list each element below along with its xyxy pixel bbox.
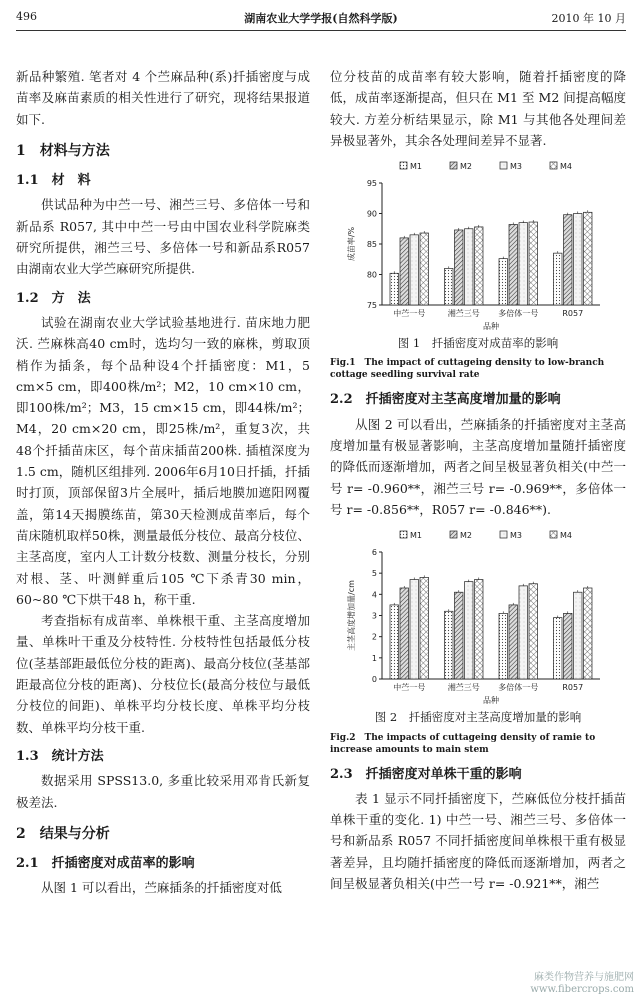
section-1-2-heading: 1.2 方 法: [16, 290, 91, 306]
bar-m1-2: [499, 259, 508, 305]
y-tick-label: 4: [371, 590, 377, 600]
results-paragraph: 从图 1 可以看出，苎麻插条的扦插密度对低: [41, 880, 282, 896]
intro-paragraph: 新品种繁殖. 笔者对 4 个苎麻品种(系)扦插密度与成苗率及麻苗素质的相关性进行了研究，现将结果报道如下.: [16, 69, 310, 127]
y-tick-label: 1: [371, 654, 377, 664]
stem-height-paragraph: 从图 2 可以看出，苎麻插条的扦插密度对主茎高度增加量有极显著影响，主茎高度增加量随扦插密度的降低而逐渐增加，两者之间呈极显著负相关(中苎一号 r= -0.960**，湘苎三号 r= -0.969**，多倍体一号 r= -0.856**，R057 r= -0.846**).: [330, 416, 626, 517]
x-tick-label: 湘苎三号: [447, 309, 480, 319]
legend-swatch-m4: [550, 531, 557, 538]
indicators-paragraph: 考查指标有成苗率、单株根干重、主茎高度增加量、单株叶干重及分枝特性. 分枝特性包括最低分枝位(茎基部距最低位分枝的距离)、最高分枝位(茎基部距最高位分枝的距离)、分枝位长(最高分枝位与最低分枝位的间距)、单株平均分枝长度、单株平均分枝数、单株平均分枝干重.: [16, 613, 310, 735]
x-tick-label: R057: [562, 683, 584, 693]
section-2-3-heading: 2.3 扦插密度对单株干重的影响: [330, 766, 522, 782]
bar-m2-0: [400, 588, 409, 679]
legend-swatch-m2: [450, 162, 457, 169]
y-tick-label: 75: [366, 301, 377, 311]
bar-m2-2: [509, 225, 518, 306]
y-tick-label: 5: [371, 569, 377, 579]
legend-swatch-m1: [400, 531, 407, 538]
x-tick-label: 多倍体一号: [498, 683, 539, 693]
bar-m1-1: [445, 269, 454, 306]
c2-svg: [330, 524, 610, 709]
x-tick-label: 湘苎三号: [447, 683, 480, 693]
legend-label-m1: M1: [410, 531, 422, 541]
legend-label-m2: M2: [460, 162, 472, 172]
bar-m1-3: [554, 253, 563, 305]
methods-paragraph: 试验在湖南农业大学试验基地进行. 苗床地力肥沃. 苎麻株高40 cm时，选均匀一致的麻株，剪取顶梢作为插条，每个品种设4个扦插密度：M1，5 cm×5 cm，即400株/m²；M2，10 cm×10 cm，即100株/m²；M3，15 cm×15 cm，即44株/m²；M4，20 cm×20 cm，即25株/m²，重复3次，共48个扦插苗床区，每个苗床插苗200株. 插植深度为1.5 cm，随机区组排列. 2006年6月10日扦插，扦插时打顶，顶部保留3片全展叶，插后地膜加遮阳网覆盖，第14天揭膜练苗，第30天检测成苗率后，每个苗床随机取样50株，测量最低分枝位、最高分枝位、主茎高度，室内人工计数分枝数、测量分枝长，分别对根、茎、叶测鲜重后105 ℃下杀青30 min，60~80 ℃下烘干48 h，称干重.: [16, 314, 310, 607]
bar-m3-3: [574, 592, 583, 679]
bar-m2-3: [564, 215, 573, 305]
bar-m3-1: [465, 582, 474, 679]
figure-1-chart: [330, 155, 626, 335]
x-axis-label: 品种: [483, 696, 499, 706]
right-column: [330, 66, 626, 894]
bar-m1-0: [390, 605, 399, 679]
section-2-1-heading: 2.1 扦插密度对成苗率的影响: [16, 856, 195, 872]
legend-label-m3: M3: [510, 531, 522, 541]
bar-m3-0: [410, 580, 419, 679]
y-axis-label: 主茎高度增加量/cm: [347, 580, 356, 652]
y-tick-label: 95: [366, 179, 377, 189]
figure-2-chart: [330, 524, 626, 709]
bar-m4-1: [475, 580, 484, 679]
legend-label-m4: M4: [560, 531, 572, 541]
bar-m1-0: [390, 273, 399, 305]
watermark-line-1: 麻类作物营养与施肥网: [534, 972, 634, 983]
bar-m4-3: [584, 212, 593, 305]
y-tick-label: 85: [366, 240, 377, 250]
legend-label-m4: M4: [560, 162, 572, 172]
bar-m3-3: [574, 214, 583, 306]
legend-label-m2: M2: [460, 531, 472, 541]
bar-m2-3: [564, 614, 573, 680]
bar-m2-2: [509, 605, 518, 679]
bar-m4-2: [529, 222, 538, 305]
bar-m4-0: [420, 233, 429, 305]
bar-m3-2: [519, 586, 528, 679]
statistics-paragraph: 数据采用 SPSS13.0, 多重比较采用邓肯氏新复极差法.: [16, 773, 310, 810]
y-tick-label: 90: [366, 209, 377, 219]
legend-label-m3: M3: [510, 162, 522, 172]
figure-2-caption: 图 2 扦插密度对主茎高度增加量的影响: [374, 710, 582, 725]
bar-m1-3: [554, 618, 563, 679]
legend-swatch-m3: [500, 531, 507, 538]
x-tick-label: 中苎一号: [393, 683, 426, 693]
y-tick-label: 6: [371, 548, 377, 558]
bar-m2-0: [400, 238, 409, 305]
watermark: [530, 972, 634, 996]
x-tick-label: 中苎一号: [393, 309, 426, 319]
bar-m3-2: [519, 223, 528, 305]
survival-paragraph: 位分枝苗的成苗率有较大影响，随着扦插密度的降低，成苗率逐渐提高，但只在 M1 至 M2 间提高幅度较大. 方差分析结果显示，除 M1 与其他各处理间差异极显著外，其余各处理间差异不显著.: [330, 69, 626, 148]
bar-m2-1: [455, 230, 464, 305]
legend-swatch-m1: [400, 162, 407, 169]
section-1-1-heading: 1.1 材 料: [16, 173, 91, 189]
issue-date: 2010 年 10 月: [551, 12, 626, 25]
figure-2-english-caption: Fig.2 The impacts of cuttageing density of ramie to increase amounts to main stem: [330, 732, 596, 755]
bar-m4-2: [529, 584, 538, 679]
legend-label-m1: M1: [410, 162, 422, 172]
figure-1-english-caption: Fig.1 The impact of cuttageing density to low-branch cottage seedling survival rate: [330, 358, 605, 381]
bar-m4-0: [420, 578, 429, 680]
journal-title: 湖南农业大学学报(自然科学版): [244, 12, 398, 25]
y-tick-label: 0: [371, 675, 377, 685]
legend-swatch-m4: [550, 162, 557, 169]
y-tick-label: 80: [366, 270, 377, 280]
legend-swatch-m3: [500, 162, 507, 169]
bar-m4-1: [475, 227, 484, 305]
y-tick-label: 2: [371, 632, 377, 642]
bar-m4-3: [584, 588, 593, 679]
bar-m1-2: [499, 614, 508, 680]
c1-svg: [330, 155, 610, 335]
section-1-3-heading: 1.3 统计方法: [16, 748, 104, 764]
x-tick-label: R057: [562, 309, 584, 319]
bar-m3-0: [410, 235, 419, 305]
bar-m2-1: [455, 592, 464, 679]
section-1-heading: 1 材料与方法: [16, 142, 110, 159]
figure-1-caption: 图 1 扦插密度对成苗率的影响: [397, 336, 559, 351]
page-header: [16, 6, 626, 30]
watermark-line-2: www.fibercrops.com: [530, 984, 634, 995]
x-tick-label: 多倍体一号: [498, 309, 539, 319]
x-axis-label: 品种: [483, 322, 499, 332]
page-number: 496: [16, 10, 37, 23]
section-2-2-heading: 2.2 扦插密度对主茎高度增加量的影响: [330, 392, 561, 408]
header-rule: [16, 30, 626, 31]
materials-paragraph: 供试品种为中苎一号、湘苎三号、多倍体一号和新品系 R057, 其中中苎一号由中国农业科学院麻类研究所提供，湘苎三号、多倍体一号和新品系R057 由湖南农业大学苎麻研究所提供.: [16, 197, 310, 277]
legend-swatch-m2: [450, 531, 457, 538]
section-2-heading: 2 结果与分析: [16, 825, 110, 842]
bar-m3-1: [465, 229, 474, 305]
left-column: [16, 66, 310, 899]
y-tick-label: 3: [371, 611, 377, 621]
dry-weight-paragraph: 表 1 显示不同扦插密度下，苎麻低位分枝扦插苗单株干重的变化. 1) 中苎一号、湘苎三号、多倍体一号和新品系 R057 不同扦插密度间单株根干重有极显著差异，且均随扦插密度的降低而逐渐增加，两者之间呈极显著负相关(中苎一号 r= -0.921**，湘苎: [330, 790, 626, 892]
y-axis-label: 成苗率/%: [347, 227, 356, 262]
bar-m1-1: [445, 612, 454, 680]
